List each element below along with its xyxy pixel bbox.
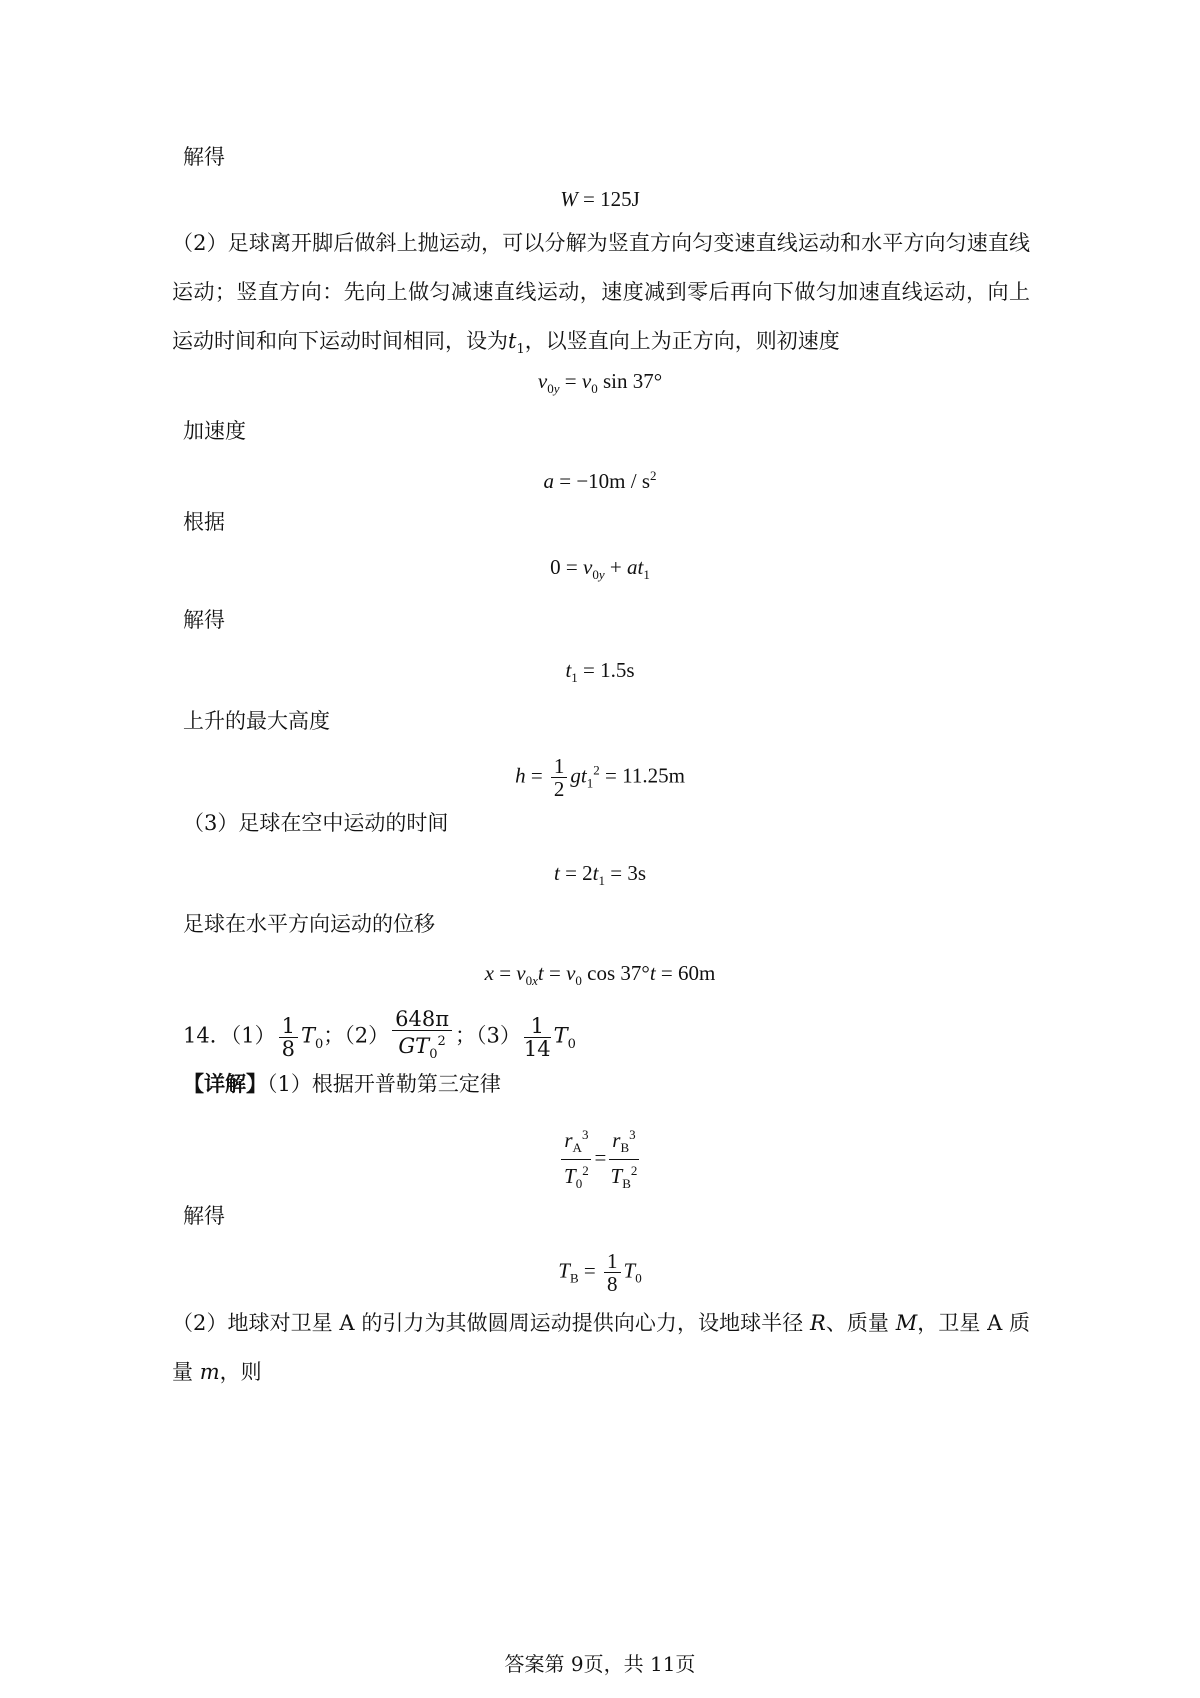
equation-zero: $0 = v_{0y} + at_1$ <box>550 555 650 583</box>
equation-kepler: $\frac{r_A^3}{T_0^2}$ = $\frac{r_B^3}{T_B^2}$ <box>0 1124 1200 1195</box>
q14-sep-2: ；（3） <box>455 1023 521 1048</box>
text-jiede-2: 解得 <box>183 608 225 632</box>
text-max-height: 上升的最大高度 <box>183 709 330 733</box>
equation-work: W = 125J <box>560 187 640 211</box>
text-acceleration: 加速度 <box>183 419 246 443</box>
displacement-cos: cos 37° <box>587 961 650 985</box>
total-time-value: = 3s <box>610 861 647 885</box>
fraction-one-fourteenth: $\frac{1}{14}$ <box>523 1013 551 1061</box>
detail-line <box>183 1069 501 1099</box>
text-horizontal: 足球在水平方向运动的位移 <box>183 912 435 936</box>
q14-sep-1: ；（2） <box>323 1023 390 1048</box>
text-genju: 根据 <box>183 510 225 534</box>
page-footer: 答案第 9页，共 11页 <box>504 1652 696 1676</box>
v0y-rhs: sin 37° <box>602 369 663 393</box>
accel-value: −10m / s <box>576 469 651 493</box>
text-jiede-1: 解得 <box>183 145 225 169</box>
q2s-text-c: ，卫星 A 质量 <box>172 1311 1030 1384</box>
equation-total-time: $t = 2t_1 = 3s$ <box>553 861 647 889</box>
equation-acceleration: $a = -10m / s^2$ <box>543 468 657 493</box>
equation-height: h = $\frac{1}{2}$ $gt_1^2 = 11.25m$ <box>515 754 685 801</box>
q2s-text-a: （2）地球对卫星 A 的引力为其做圆周运动提供向心力，设地球半径 <box>172 1311 810 1335</box>
q2s-text-b: 、质量 <box>825 1311 896 1335</box>
q2-text-tail: ，以竖直向上为正方向，则初速度 <box>524 329 840 353</box>
equation-displacement: $x = v_{0x}t = v_0$ cos 37°t = 60m <box>484 961 716 989</box>
text-jiede-3: 解得 <box>183 1204 225 1228</box>
fraction-one-eighth: $\frac{1}{8}$ <box>279 1015 298 1060</box>
fraction-648pi: $\frac{648\pi}{GT_0^2}$ <box>392 1008 452 1066</box>
height-value: = 11.25m <box>605 763 685 788</box>
work-value: 125J <box>600 187 640 211</box>
q2s-text-d: ，则 <box>219 1360 262 1384</box>
t1-value: 1.5s <box>600 658 635 682</box>
equation-v0y: $v_{0y} = v_0$ sin 37° <box>537 369 663 397</box>
paragraph-q2: （2）足球离开脚后做斜上抛运动，可以分解为竖直方向匀变速直线运动和水平方向匀速直线运动；竖直方向：先向上做匀减速直线运动，速度减到零后再向下做匀加速直线运动，向上运动时间和向下运动时间相同，设为$t_1$，以竖直向上为正方向，则初速度 <box>172 231 1030 358</box>
equation-t1: $t_1 = 1.5s$ <box>565 658 635 686</box>
q2-text: （2）足球离开脚后做斜上抛运动，可以分解为竖直方向匀变速直线运动和水平方向匀速直线运动；竖直方向：先向上做匀减速直线运动，速度减到零后再向下做匀加速直线运动，向上运动时间和向下运动时间相同，设为 <box>172 231 1030 353</box>
equation-tb: $T_B$ = $\frac{1}{8}$ $T_0$ <box>558 1249 642 1296</box>
displacement-value: = 60m <box>660 961 716 985</box>
fraction-half: $\frac{1}{2}$ <box>551 755 568 800</box>
text-q3: （3）足球在空中运动的时间 <box>183 811 449 835</box>
q14-label: 14．（1） <box>183 1023 276 1048</box>
fraction-ra-t0: $\frac{r_A^3}{T_0^2}$ <box>561 1124 591 1195</box>
answer-14: 14．（1） $\frac{1}{8}$ $T_0$；（2） $\frac{648\pi}{GT_0^2}$ ；（3） $\frac{1}{14}$ $T_0$ <box>183 1008 576 1070</box>
detail-text: （1）根据开普勒第三定律 <box>267 1072 501 1096</box>
paragraph-q2-satellite: （2）地球对卫星 A 的引力为其做圆周运动提供向心力，设地球半径 R、质量 M，卫星 A 质量 m，则 <box>172 1311 1030 1384</box>
fraction-rb-tb: $\frac{r_B^3}{T_B^2}$ <box>609 1124 638 1195</box>
fraction-tb-eighth: $\frac{1}{8}$ <box>604 1250 621 1295</box>
detail-label: 【详解】 <box>183 1071 267 1096</box>
